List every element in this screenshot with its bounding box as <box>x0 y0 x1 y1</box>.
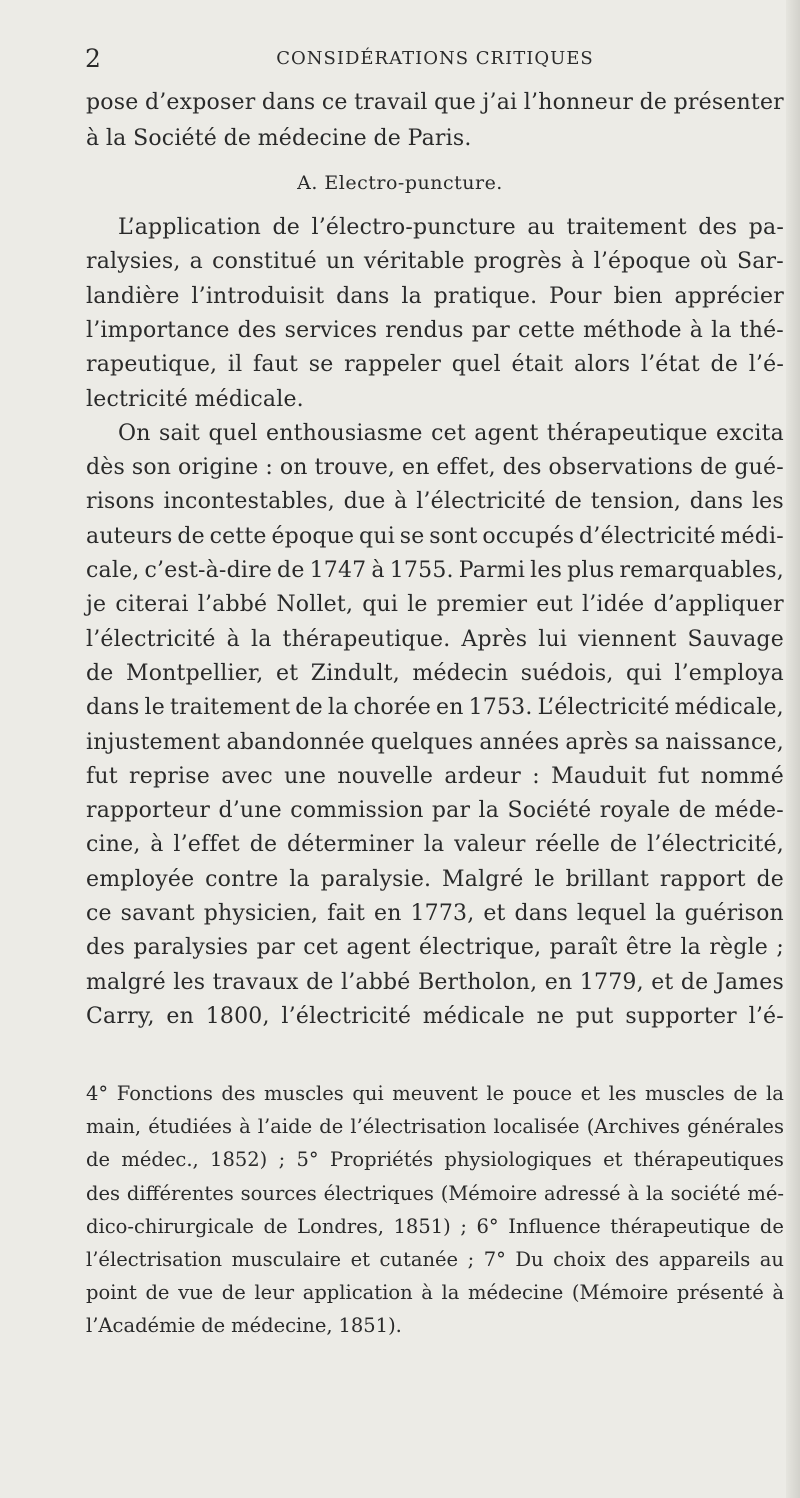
body-line: des paralysies par cet agent électrique, paraît être la règle ; <box>86 935 784 961</box>
body-line: je citerai l’abbé Nollet, qui le premier eut l’idée d’appliquer <box>86 592 784 618</box>
body-line: malgré les travaux de l’abbé Bertholon, en 1779, et de James <box>86 969 784 995</box>
body-line: landière l’introduisit dans la pratique. Pour bien apprécier <box>86 283 784 309</box>
footnote-line: 4° Fonctions des muscles qui meuvent le pouce et les muscles de la <box>86 1082 784 1105</box>
body-line: l’importance des services rendus par cette méthode à la thé- <box>86 317 784 343</box>
body-line: ce savant physicien, fait en 1773, et dans lequel la guérison <box>86 901 784 926</box>
body-line: rapeutique, il faut se rappeler quel était alors l’état de l’é- <box>86 352 784 378</box>
body-line: ralysies, a constitué un véritable progrès à l’époque où Sar- <box>86 249 784 275</box>
body-line: employée contre la paralysie. Malgré le brillant rapport de <box>86 866 784 892</box>
body-line: lectricité médicale. <box>86 386 304 412</box>
running-head: CONSIDÉRATIONS CRITIQUES <box>276 48 594 69</box>
body-line: L’application de l’électro-puncture au traitement des pa- <box>118 215 784 240</box>
body-line: Carry, en 1800, l’électricité médicale ne put supporter l’é- <box>86 1003 784 1029</box>
page-number: 2 <box>85 44 101 73</box>
body-line: cine, à l’effet de déterminer la valeur réelle de l’électricité, <box>86 832 784 858</box>
footnote-line: des différentes sources électriques (Mémoire adressé à la société mé- <box>86 1181 784 1205</box>
page-header <box>85 44 785 78</box>
body-line: pose d’exposer dans ce travail que j’ai l’honneur de présenter <box>86 90 784 115</box>
body-line: à la Société de médecine de Paris. <box>86 126 472 151</box>
body-line: dès son origine : on trouve, en effet, des observations de gué- <box>86 455 784 481</box>
section-title: A. Electro-puncture. <box>297 172 503 194</box>
footnote-line: de médec., 1852) ; 5° Propriétés physiologiques et thérapeutiques <box>86 1148 784 1172</box>
body-line: fut reprise avec une nouvelle ardeur : Mauduit fut nommé <box>86 763 784 789</box>
footnote-line: main, étudiées à l’aide de l’électrisation localisée (Archives générales <box>86 1115 784 1139</box>
footnote-line: dico-chirurgicale de Londres, 1851) ; 6° Influence thérapeutique de <box>86 1214 784 1238</box>
body-line: dans le traitement de la chorée en 1753. L’électricité médicale, <box>86 695 784 721</box>
footnote-line: point de vue de leur application à la médecine (Mémoire présenté à <box>86 1281 784 1305</box>
body-line: risons incontestables, due à l’électricité de tension, dans les <box>86 489 784 515</box>
body-line: l’électricité à la thérapeutique. Après lui viennent Sauvage <box>86 626 784 652</box>
body-line: On sait quel enthousiasme cet agent thérapeutique excita <box>118 420 784 446</box>
body-line: de Montpellier, et Zindult, médecin suédois, qui l’employa <box>86 660 784 686</box>
body-line: cale, c’est-à-dire de 1747 à 1755. Parmi les plus remarquables, <box>86 558 784 583</box>
footnote-line: l’électrisation musculaire et cutanée ; 7° Du choix des appareils au <box>86 1248 784 1271</box>
body-line: rapporteur d’une commission par la Société royale de méde- <box>86 798 784 824</box>
page-edge-shadow <box>786 0 800 1498</box>
footnote-line: l’Académie de médecine, 1851). <box>86 1314 402 1338</box>
body-line: auteurs de cette époque qui se sont occupés d’électricité médi- <box>86 523 784 549</box>
body-line: injustement abandonnée quelques années après sa naissance, <box>86 729 784 755</box>
